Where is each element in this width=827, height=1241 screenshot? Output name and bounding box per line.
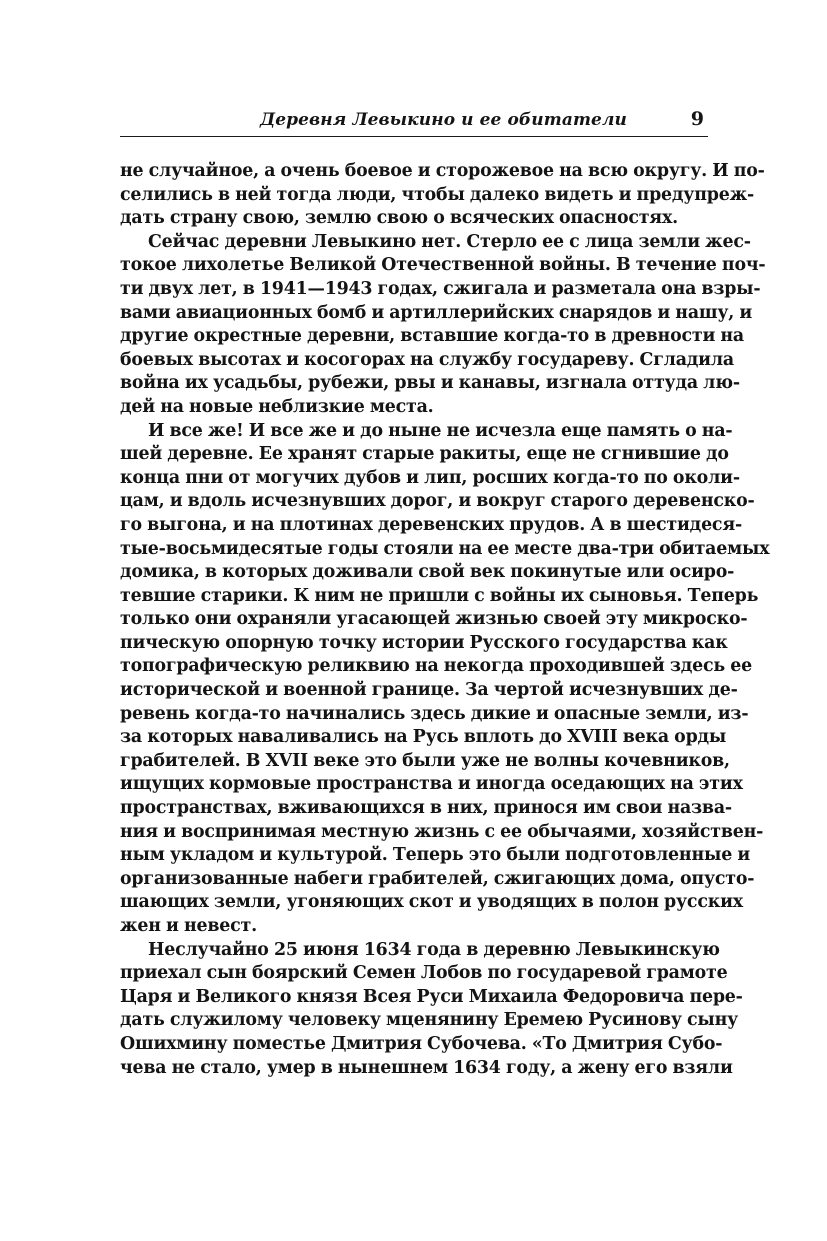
text-line: токое лихолетье Великой Отечественной войны. В течение поч-	[120, 255, 766, 276]
text-line: за которых наваливались на Русь вплоть до XVIII века орды	[120, 727, 727, 748]
text-line: топографическую реликвию на некогда проходившей здесь ее	[120, 656, 752, 677]
text-line: чева не стало, умер в нынешнем 1634 году, а жену его взяли	[120, 1057, 733, 1078]
text-line: шающих земли, угоняющих скот и уводящих в полон русских	[120, 892, 743, 913]
text-line: грабителей. В XVII веке это были уже не волны кочевников,	[120, 750, 730, 771]
text-line: пическую опорную точку истории Русского государства как	[120, 632, 728, 653]
text-line: ти двух лет, в 1941—1943 годах, сжигала и разметала она взры-	[120, 278, 761, 299]
text-line: домика, в которых доживали свой век покинутые или осиро-	[120, 562, 735, 583]
text-line: дать служилому человеку мценянину Еремею Русинову сыну	[120, 1010, 739, 1031]
text-line: И все же! И все же и до ныне не исчезла еще память о на-	[148, 420, 733, 441]
text-line: вами авиационных бомб и артиллерийских снарядов и нашу, и	[120, 302, 753, 323]
text-line: селились в ней тогда люди, чтобы далеко видеть и предупреж-	[120, 184, 754, 205]
text-line: Сейчас деревни Левыкино нет. Стерло ее с лица земли жес-	[148, 231, 751, 252]
text-line: конца пни от могучих дубов и лип, росших когда-то по околи-	[120, 467, 740, 488]
text-line: ния и воспринимая местную жизнь с ее обычаями, хозяйствен-	[120, 821, 764, 842]
text-line: дей на новые неблизкие места.	[120, 396, 434, 417]
text-line: война их усадьбы, рубежи, рвы и канавы, изгнала оттуда лю-	[120, 373, 740, 394]
text-line: ревень когда-то начинались здесь дикие и опасные земли, из-	[120, 703, 749, 724]
text-line: боевых высотах и косогорах на службу государеву. Сгладила	[120, 349, 734, 370]
text-line: организованные набеги грабителей, сжигающих дома, опусто-	[120, 868, 755, 889]
text-line: только они охраняли угасающей жизнью своей эту микроско-	[120, 609, 748, 630]
text-line: пространствах, вживающихся в них, принося им свои назва-	[120, 798, 732, 819]
page-number: 9	[690, 108, 704, 130]
text-line: другие окрестные деревни, вставшие когда-то в древности на	[120, 326, 744, 347]
text-line: дать страну свою, землю свою о всяческих опасностях.	[120, 208, 678, 229]
body-text	[120, 160, 770, 1080]
text-line: Царя и Великого князя Всея Руси Михаила Федоровича пере-	[120, 986, 743, 1007]
text-line: го выгона, и на плотинах деревенских прудов. А в шестидеся-	[120, 514, 742, 535]
running-header-title: Деревня Левыкино и ее обитатели	[260, 110, 627, 130]
text-line: тые-восьмидесятые годы стояли на ее месте два-три обитаемых	[120, 538, 770, 559]
text-line: ным укладом и культурой. Теперь это были подготовленные и	[120, 845, 751, 866]
text-line: тевшие старики. К ним не пришли с войны их сыновья. Теперь	[120, 585, 759, 606]
text-line: исторической и военной границе. За чертой исчезнувших де-	[120, 680, 738, 701]
text-line: Ошихмину поместье Дмитрия Субочева. «То Дмитрия Субо-	[120, 1033, 723, 1054]
text-line: ищущих кормовые пространства и иногда оседающих на этих	[120, 774, 743, 795]
text-line: не случайное, а очень боевое и сторожевое на всю округу. И по-	[120, 161, 765, 181]
text-line: жен и невест.	[120, 916, 257, 936]
text-line: Неслучайно 25 июня 1634 года в деревню Левыкинскую	[148, 939, 720, 960]
text-line: шей деревне. Ее хранят старые ракиты, еще не сгнившие до	[120, 444, 729, 465]
text-line: цам, и вдоль исчезнувших дорог, и вокруг старого деревенско-	[120, 491, 755, 512]
text-line: приехал сын боярский Семен Лобов по государевой грамоте	[120, 963, 728, 984]
running-header	[120, 108, 708, 137]
